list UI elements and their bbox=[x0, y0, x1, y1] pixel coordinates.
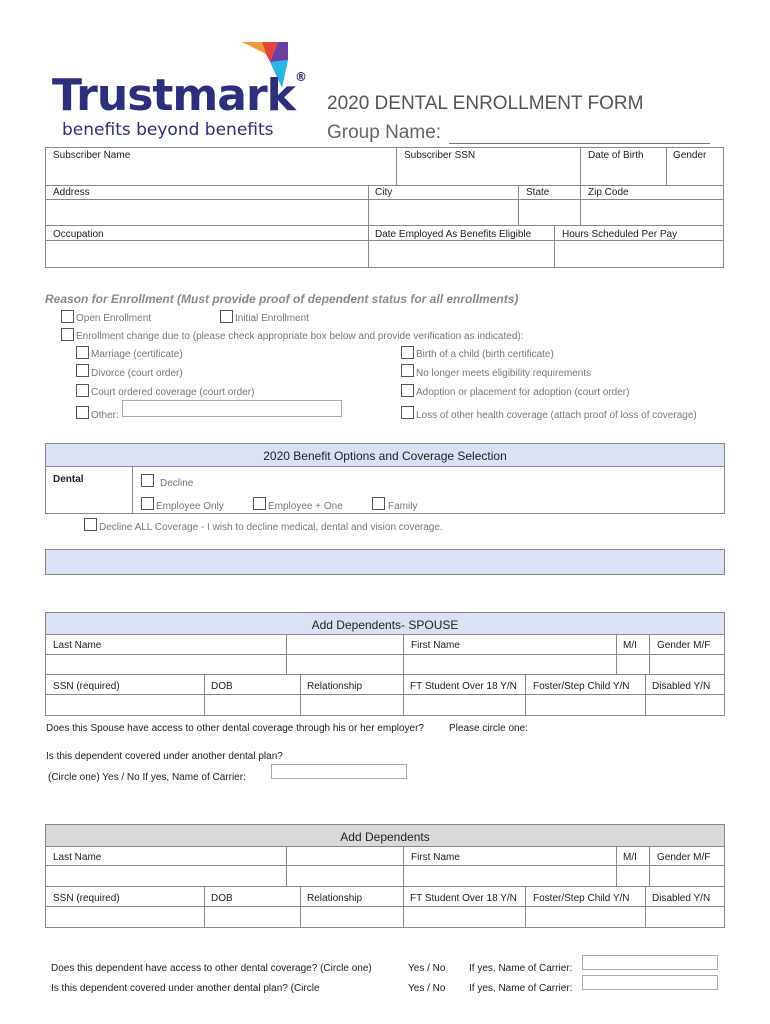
birth-checkbox[interactable] bbox=[401, 346, 414, 359]
no-longer-eligible-label: No longer meets eligibility requirements bbox=[416, 368, 592, 379]
dependent-gender-label: Gender M/F bbox=[657, 852, 711, 863]
dependent-access-yes-no[interactable]: Yes / No bbox=[408, 963, 446, 974]
gender-label: Gender bbox=[673, 150, 707, 161]
spouse-last-name-label: Last Name bbox=[53, 640, 102, 651]
state-label: State bbox=[526, 187, 550, 198]
dependent-ft-student-label: FT Student Over 18 Y/N bbox=[410, 893, 517, 904]
family-checkbox[interactable] bbox=[372, 497, 385, 510]
divorce-checkbox[interactable] bbox=[76, 364, 89, 377]
logo-wordmark: Trustmark® bbox=[52, 70, 306, 121]
no-longer-eligible-checkbox[interactable] bbox=[401, 364, 414, 377]
occupation-label: Occupation bbox=[53, 229, 104, 240]
dependent-covered-question: Is this dependent covered under another dental plan? (Circle bbox=[51, 983, 320, 994]
open-enrollment-label: Open Enrollment bbox=[76, 313, 152, 324]
dependent-covered-yes-no[interactable]: Yes / No bbox=[408, 983, 446, 994]
dependent-ssn-label: SSN (required) bbox=[53, 893, 120, 904]
subscriber-name-label: Subscriber Name bbox=[53, 150, 131, 161]
dependent-disabled-label: Disabled Y/N bbox=[652, 893, 711, 904]
spouse-access-question: Does this Spouse have access to other dental coverage through his or her employer? bbox=[46, 723, 424, 734]
open-enrollment-checkbox[interactable] bbox=[61, 310, 74, 323]
spouse-carrier-question: (Circle one) Yes / No If yes, Name of Carrier: bbox=[48, 772, 246, 783]
loss-of-coverage-checkbox[interactable] bbox=[401, 406, 414, 419]
spouse-header: Add Dependents- SPOUSE bbox=[45, 612, 725, 635]
spouse-carrier-input[interactable] bbox=[271, 764, 407, 779]
employee-only-label: Employee Only bbox=[156, 501, 224, 512]
employee-only-checkbox[interactable] bbox=[141, 497, 154, 510]
other-checkbox[interactable] bbox=[76, 406, 89, 419]
divorce-label: Divorce (court order) bbox=[91, 368, 183, 379]
dependent-mi-label: M/I bbox=[623, 852, 637, 863]
spouse-covered-question: Is this dependent covered under another dental plan? bbox=[46, 751, 283, 762]
birth-label: Birth of a child (birth certificate) bbox=[416, 349, 554, 360]
employee-plus-one-checkbox[interactable] bbox=[253, 497, 266, 510]
spouse-gender-label: Gender M/F bbox=[657, 640, 711, 651]
other-reason-input[interactable] bbox=[122, 400, 342, 417]
dependent-foster-label: Foster/Step Child Y/N bbox=[533, 893, 630, 904]
spouse-relationship-label: Relationship bbox=[307, 681, 363, 692]
decline-checkbox[interactable] bbox=[141, 474, 154, 487]
blue-bar bbox=[45, 549, 725, 575]
spouse-foster-label: Foster/Step Child Y/N bbox=[533, 681, 630, 692]
spouse-first-name-label: First Name bbox=[411, 640, 460, 651]
dependents-header: Add Dependents bbox=[45, 824, 725, 847]
initial-enrollment-checkbox[interactable] bbox=[220, 310, 233, 323]
date-of-birth-label: Date of Birth bbox=[588, 150, 644, 161]
dependent-covered-carrier-label: If yes, Name of Carrier: bbox=[469, 983, 573, 994]
dependent-relationship-label: Relationship bbox=[307, 893, 363, 904]
enrollment-change-label: Enrollment change due to (please check appropriate box below and provide verification as indicated): bbox=[76, 331, 524, 342]
enrollment-change-checkbox[interactable] bbox=[61, 328, 74, 341]
family-label: Family bbox=[388, 501, 418, 512]
court-order-checkbox[interactable] bbox=[76, 384, 89, 397]
dependent-dob-label: DOB bbox=[211, 893, 233, 904]
other-label: Other: bbox=[91, 410, 119, 421]
loss-of-coverage-label: Loss of other health coverage (attach proof of loss of coverage) bbox=[416, 410, 697, 421]
court-order-label: Court ordered coverage (court order) bbox=[91, 387, 255, 398]
dental-label: Dental bbox=[53, 474, 84, 485]
spouse-disabled-label: Disabled Y/N bbox=[652, 681, 711, 692]
dependent-access-carrier-label: If yes, Name of Carrier: bbox=[469, 963, 573, 974]
group-name-label: Group Name: bbox=[327, 122, 442, 143]
hours-scheduled-label: Hours Scheduled Per Pay bbox=[562, 229, 678, 240]
reason-heading: Reason for Enrollment (Must provide proof of dependent status for all enrollments) bbox=[45, 292, 519, 306]
employee-plus-one-label: Employee + One bbox=[268, 501, 343, 512]
initial-enrollment-label: Initial Enrollment bbox=[235, 313, 309, 324]
dependent-covered-carrier-input[interactable] bbox=[582, 975, 718, 990]
city-label: City bbox=[375, 187, 393, 198]
marriage-checkbox[interactable] bbox=[76, 346, 89, 359]
spouse-circle-one: Please circle one: bbox=[449, 723, 528, 734]
decline-label: Decline bbox=[160, 478, 194, 489]
dependent-access-question: Does this dependent have access to other dental coverage? (Circle one) bbox=[51, 963, 372, 974]
benefit-options-header: 2020 Benefit Options and Coverage Selection bbox=[45, 443, 725, 467]
spouse-dob-label: DOB bbox=[211, 681, 233, 692]
dependent-spacer-cell bbox=[286, 846, 404, 887]
spouse-ssn-label: SSN (required) bbox=[53, 681, 120, 692]
dependent-first-name-label: First Name bbox=[411, 852, 460, 863]
decline-all-label: Decline ALL Coverage - I wish to decline medical, dental and vision coverage. bbox=[99, 522, 443, 533]
subscriber-ssn-label: Subscriber SSN bbox=[404, 150, 476, 161]
dependent-last-name-label: Last Name bbox=[53, 852, 102, 863]
marriage-label: Marriage (certificate) bbox=[91, 349, 183, 360]
adoption-label: Adoption or placement for adoption (court order) bbox=[416, 387, 630, 398]
address-label: Address bbox=[53, 187, 90, 198]
address-cell[interactable] bbox=[45, 185, 369, 226]
group-name-field[interactable] bbox=[449, 143, 710, 144]
spouse-mi-label: M/I bbox=[623, 640, 637, 651]
date-employed-label: Date Employed As Benefits Eligible bbox=[375, 229, 532, 240]
zip-code-label: Zip Code bbox=[588, 187, 629, 198]
dependent-access-carrier-input[interactable] bbox=[582, 955, 718, 970]
form-title: 2020 DENTAL ENROLLMENT FORM bbox=[327, 93, 644, 114]
logo-tagline: benefits beyond benefits bbox=[62, 120, 274, 140]
spouse-ft-student-label: FT Student Over 18 Y/N bbox=[410, 681, 517, 692]
decline-all-checkbox[interactable] bbox=[84, 518, 97, 531]
adoption-checkbox[interactable] bbox=[401, 384, 414, 397]
